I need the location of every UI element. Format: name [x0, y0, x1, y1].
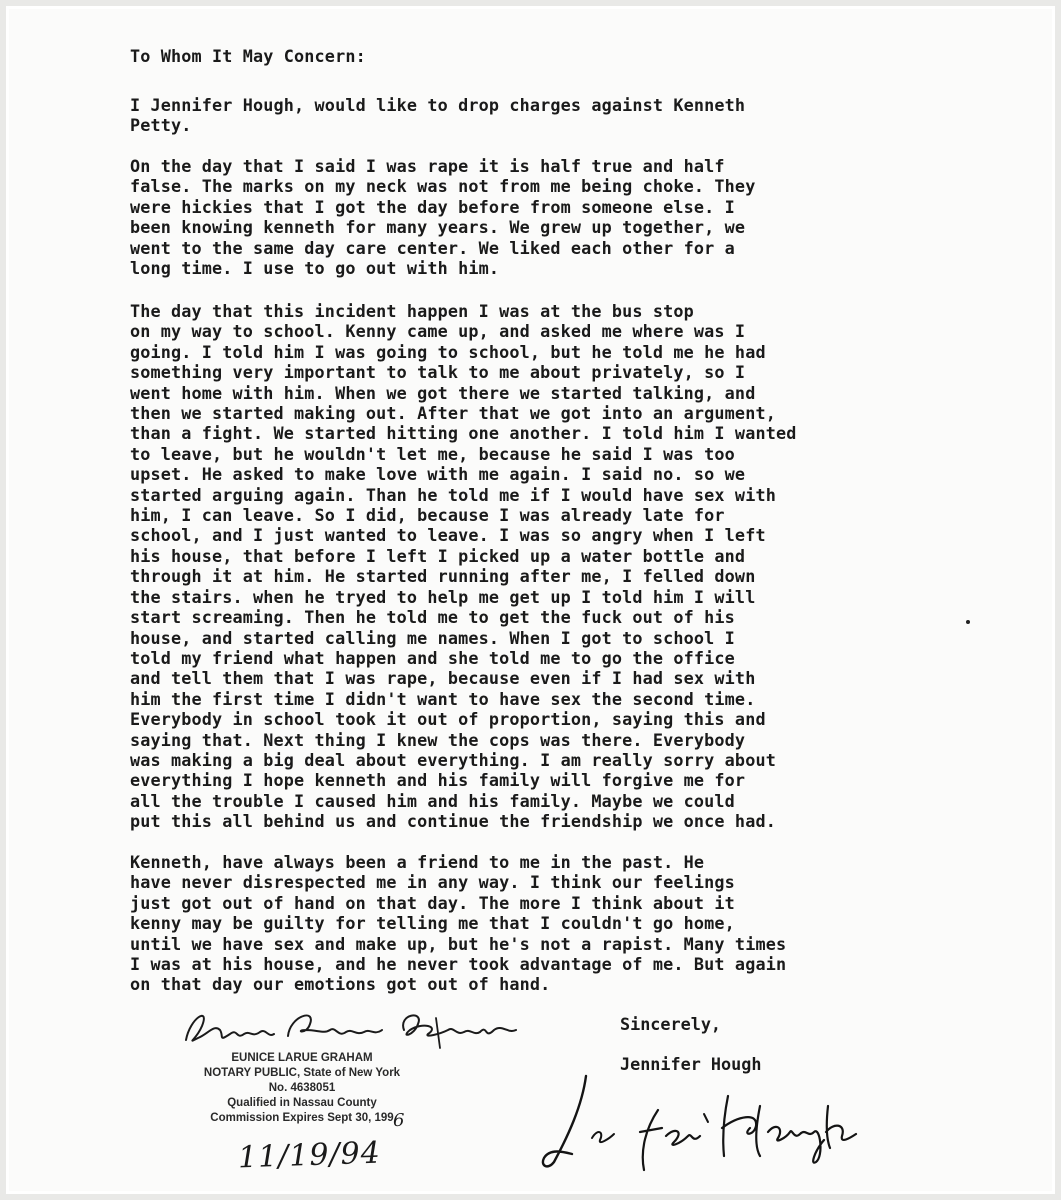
signer-signature-image [528, 1066, 868, 1176]
notary-county: Qualified in Nassau County [227, 1097, 377, 1109]
salutation [130, 46, 930, 66]
paragraph-1 [130, 95, 930, 136]
paragraph-4 [130, 852, 930, 995]
notary-title: NOTARY PUBLIC, State of New York [203, 1067, 401, 1079]
paragraph-2 [130, 156, 930, 278]
salutation-text: To Whom It May Concern: [130, 46, 366, 66]
handwritten-year-digit: 6 [393, 1110, 405, 1131]
paragraph-text: Kenneth, have always been a friend to me in the past. He have never disrespected me in any way. I think our feelings just got out of hand on that day. The more I think about it kenny may be guilty for telling me that I couldn't go home, until we have sex and make up, but he's not a rapist. Many times I was at his house, and he never took advantage of me. But again on that day our emotions got out of hand. [130, 852, 787, 995]
ink-speck [966, 620, 970, 624]
notary-number: No. 4638051 [268, 1082, 336, 1094]
handwritten-date: 11/19/94 [237, 1135, 382, 1176]
notary-name: EUNICE LARUE GRAHAM [231, 1052, 373, 1064]
paragraph-text: On the day that I said I was rape it is half true and half false. The marks on my neck was not from me being choke. They were hickies that I got the day before from someone else. I been knowing kenneth for many years. We grew up together, we went to the same day care center. We liked each other for a long time. I use to go out with him. [130, 156, 756, 279]
signer-name: Jennifer Hough [620, 1054, 762, 1074]
notary-expiry: Commission Expires Sept 30, 199 [210, 1112, 394, 1124]
closing: Sincerely, [620, 1014, 722, 1034]
paragraph-text: I Jennifer Hough, would like to drop charges against Kenneth Petty. [130, 95, 746, 136]
paragraph-3 [130, 301, 930, 832]
paragraph-text: The day that this incident happen I was at the bus stop on my way to school. Kenny came up, and asked me where was I going. I told him I was going to school, but he told me he had something very important to talk to me about privately, so I went home with him. When we got there we started talking, and then we started making out. After that we got into an argument, than a fight. We started hitting one another. I told him I wanted to leave, but he wouldn't let me, because he said I was too upset. He asked to make love with me again. I said no. so we started arguing again. Than he told me if I would have sex with him, I can leave. So I did, because I was already late for school, and I just wanted to leave. I was so angry when I left his house, that before I left I picked up a water bottle and through it at him. He started running after me, I felled down the stairs. when he tryed to help me get up I told him I will start screaming. Then he told me to get the fuck out of his house, and started calling me names. When I got to school I told my friend what happen and she told me to go the office and tell them that I was rape, because even if I had sex with him the first time I didn't want to have sex the second time. Everybody in school took it out of proportion, saying this and saying that. Next thing I knew the cops was there. Everybody was making a big deal about everything. I am really sorry about everything I hope kenneth and his family will forgive me for all the trouble I caused him and his family. Maybe we could put this all behind us and continue the friendship we once had. [130, 301, 797, 832]
